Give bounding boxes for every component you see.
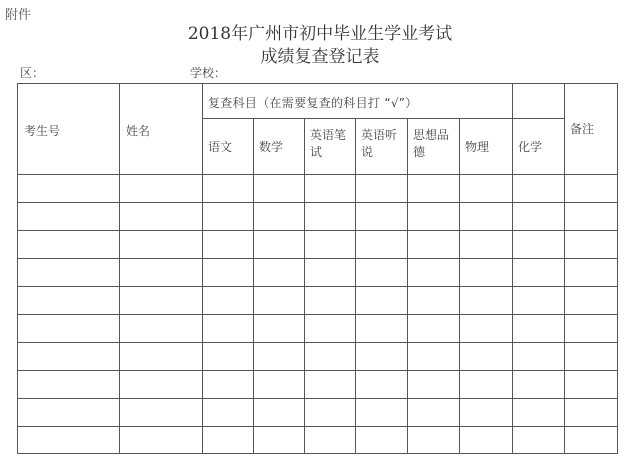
header-english-written [310, 127, 346, 161]
form-title: 2018年广州市初中毕业生学业考试 [187, 24, 453, 44]
form-subtitle: 成绩复查登记表 [260, 47, 380, 67]
header-chemistry: 化学 [518, 140, 543, 154]
header-chinese: 语文 [208, 140, 233, 154]
district-label: 区： [20, 66, 45, 80]
header-exam-number: 考生号 [24, 124, 61, 138]
header-english-written-line2: 试 [310, 145, 323, 159]
school-label: 学校： [190, 66, 227, 80]
header-remarks: 备注 [570, 122, 595, 136]
header-physics: 物理 [465, 140, 490, 154]
header-math: 数学 [259, 140, 284, 154]
header-english-written-line1: 英语笔 [310, 128, 347, 142]
header-review-subjects: 复查科目（在需要复查的科目打 “√”） [208, 96, 418, 110]
annex-label: 附件 [5, 8, 32, 23]
header-english-listening-line2: 说 [361, 145, 374, 159]
header-moral-line1: 思想品 [413, 128, 450, 142]
header-moral-line2: 德 [413, 145, 426, 159]
header-name: 姓名 [126, 124, 151, 138]
header-english-listening [361, 127, 397, 161]
header-english-listening-line1: 英语听 [361, 128, 398, 142]
header-moral-education [413, 127, 449, 161]
